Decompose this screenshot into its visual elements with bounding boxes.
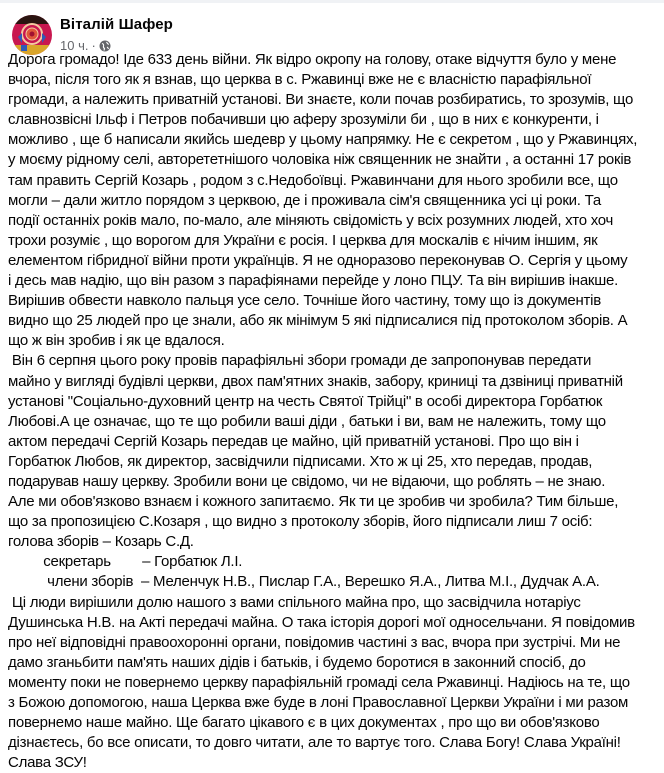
post-time[interactable]: 10 ч. (60, 38, 89, 53)
post-text-line: дамо зганьбити пам'ять наших дідів і батьків, і будемо боротися в законний спосіб, до (8, 653, 586, 671)
post-body (8, 50, 658, 773)
post-text-line: моменту поки не повернемо церкву парафіяльній громаді села Ржавинці. Надіюсь на те, що (8, 673, 630, 691)
post-text-line: можливо , ще б написали якийсь шедевр у цьому напрямку. Не є секретом , що у Ржавинцях, (8, 131, 638, 149)
post-text-line: видно що 25 людей про це знали, або як мінімум 5 які підписалися під протоколом зборів. А (8, 312, 628, 330)
post-text-line: повернемо наше майно. Ще багато цікавого є в цих документах , про що ви обов'язково (8, 714, 600, 732)
post-text-line: Вирішив обвести навколо пальця усе село. Точніше його частину, тому що із документів (8, 292, 601, 310)
post-text-line: подарував нашу церкву. Зробили вони це свідомо, чи не відаючи, що роблять – не знаю. (8, 472, 606, 490)
author-name[interactable]: Віталій Шафер (60, 16, 173, 33)
post-text-line: славнозвісні Ільф і Петров побачивши цю аферу зрозуміли би , що в них є конкуренти, і (8, 111, 599, 129)
post-text-line: що за пропозицією С.Козаря , що видно з протоколу зборів, його підписали лиш 7 осіб: (8, 513, 593, 531)
post-text-line: про неї відповідні правоохоронні органи, повідомив частині з вас, вчора при зустрічі. Ми не (8, 633, 621, 651)
post-text-line: Дорога громадо! Іде 633 день війни. Як відро окропу на голову, отаке відчуття було у мене (8, 51, 617, 68)
avatar[interactable] (12, 15, 52, 55)
post-text-line: члени зборів – Меленчук Н.В., Пислар Г.А., Верешко Я.А., Литва М.І., Дудчак А.А. (8, 573, 600, 591)
post-text-line: Любові.А це означає, що те що робили ваші діди , батьки і ви, вам не належить, тому що (8, 412, 606, 430)
meta-separator: · (91, 38, 96, 53)
post-text-line: майно у вигляді будівлі церкви, двох пам'ятних знаків, забору, криниці та дзвіниці приватній (8, 372, 623, 390)
post-text-line: установі "Соціально-духовний центр на честь Святої Трійці" в особі директора Горбатюк (8, 392, 603, 410)
post-text-line: Він 6 серпня цього року провів парафіяльні збори громади де запропонував передати (8, 352, 592, 370)
post-text-line: Ці люди вирішили долю нашого з вами спільного майна про, що засвідчила нотаріус (8, 593, 581, 611)
post-text-line: елементом гібридної війни проти українців. Я не одноразово переконував О. Сергія у цьому (8, 251, 628, 269)
post-text-line: Але ми обов'язково взнаєм і кожного запитаємо. Як ти це зробив чи зробила? Тим більше, (8, 493, 619, 511)
post-text-line: Душинська Н.В. на Акті передачі майна. О така історія дорогі мої односельчани. Я повідомив (8, 613, 635, 631)
post-text-line: громади, а належить приватній установі. Ви знаєте, коли почав розбиратись, то зрозумів, що (8, 91, 634, 109)
post-text-line: з Божою допомогою, наша Церква вже буде в лоні Православної Церкви України і ми разом (8, 694, 629, 711)
post-text-line: секретарь – Горбатюк Л.І. (8, 553, 243, 571)
post-text-line: вчора, після того як я взнав, що церква в с. Ржавинці вже не є власністю парафіяльної (8, 71, 592, 89)
post-text-line: і десь мав надію, що він разом з парафіянами перейде у лоно ПЦУ. Та він вирішив інакше. (8, 272, 619, 290)
post-text-line: могли – дали житло порядом з церквою, де і проживала сім'я священника усі ці роки. Та (8, 191, 601, 209)
post-text-line: дізнаєтесь, бо все описати, то довго читати, але то вартує того. Слава Богу! Слава Україні! (8, 734, 621, 752)
post-text-line: Горбатюк Любов, як директор, засвідчили підписами. Хто ж ці 25, хто передав, продав, (8, 452, 593, 470)
post-text-line: Слава ЗСУ! (8, 754, 87, 772)
post-text-line: голова зборів – Козарь С.Д. (8, 533, 194, 551)
post-text-line: події останніх років мало, по-мало, але міняють свідомість у всіх розумних людей, хто хоч (8, 211, 614, 229)
post-text-line: що ж він зробив і як це вдалося. (8, 332, 225, 350)
post-text-line: там править Сергій Козарь , родом з с.Недобоївці. Ржавинчани для нього зробили все, що (8, 171, 618, 189)
post-text-line: актом передачі Сергій Козарь передав це майно, цій приватній установі. Про що він і (8, 432, 579, 450)
avatar-emblem-icon (12, 15, 52, 55)
post-text-line: трохи розуміє , що ворогом для України є росія. І церква для москалів є нічим іншим, як (8, 231, 598, 249)
post-text-line: у моєму рідному селі, авторететнішого чоловіка ніж священник не знайти , а останні 17 років (8, 151, 632, 169)
post-header (0, 3, 664, 55)
